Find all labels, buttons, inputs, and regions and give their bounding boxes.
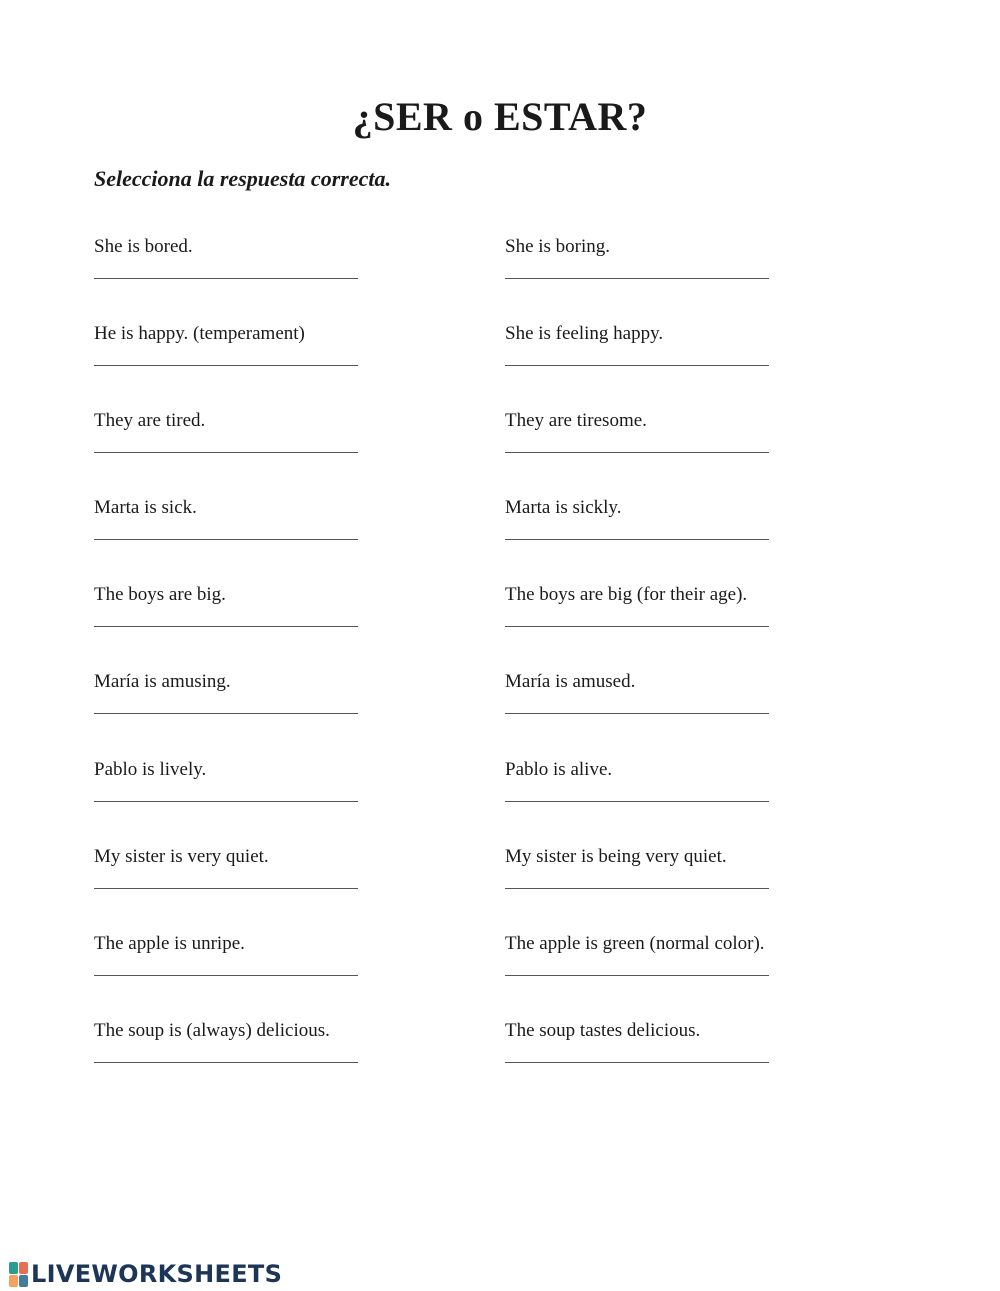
exercise-prompt: She is boring. — [505, 236, 611, 257]
exercise-item — [94, 931, 505, 1018]
exercise-item — [94, 408, 505, 495]
answer-input[interactable] — [94, 713, 358, 714]
exercise-item — [94, 669, 505, 756]
exercise-item — [505, 844, 916, 931]
answer-input[interactable] — [505, 278, 769, 279]
exercise-prompt: My sister is very quiet. — [94, 845, 269, 867]
answer-input[interactable] — [505, 801, 769, 802]
brand-name: LIVEWORKSHEETS — [31, 1260, 283, 1288]
exercise-prompt: Pablo is lively. — [94, 758, 207, 780]
exercise-prompt: They are tired. — [94, 410, 206, 432]
answer-input[interactable] — [94, 626, 358, 627]
exercise-prompt: Pablo is alive. — [505, 758, 613, 780]
exercise-grid — [94, 234, 914, 1105]
exercise-item — [505, 757, 916, 844]
exercise-item — [505, 408, 916, 495]
exercise-prompt: Marta is sick. — [94, 497, 197, 519]
answer-input[interactable] — [505, 888, 769, 889]
exercise-item — [505, 669, 916, 756]
exercise-item — [505, 582, 916, 669]
exercise-item — [94, 757, 505, 844]
answer-input[interactable] — [505, 713, 769, 714]
exercise-item — [505, 495, 916, 582]
answer-input[interactable] — [94, 365, 358, 366]
answer-input[interactable] — [94, 801, 358, 802]
exercise-prompt: He is happy. (temperament) — [94, 323, 305, 345]
answer-input[interactable] — [505, 1062, 769, 1063]
answer-input[interactable] — [94, 278, 358, 279]
exercise-item — [94, 1018, 505, 1105]
answer-input[interactable] — [94, 1062, 358, 1063]
answer-input[interactable] — [505, 539, 769, 540]
answer-input[interactable] — [94, 539, 358, 540]
instruction-text: Selecciona la respuesta correcta. — [94, 166, 391, 191]
worksheet-title: ¿SER o ESTAR? — [352, 94, 648, 139]
exercise-prompt: The apple is unripe. — [94, 932, 245, 954]
answer-input[interactable] — [505, 626, 769, 627]
exercise-prompt: The boys are big. — [94, 584, 226, 606]
answer-input[interactable] — [94, 975, 358, 976]
exercise-prompt: The soup is (always) delicious. — [94, 1019, 330, 1041]
answer-input[interactable] — [505, 365, 769, 366]
exercise-item — [94, 582, 505, 669]
exercise-prompt: The soup tastes delicious. — [505, 1019, 701, 1041]
exercise-item — [505, 931, 916, 1018]
exercise-prompt: Marta is sickly. — [505, 497, 622, 519]
exercise-item — [94, 844, 505, 931]
exercise-prompt: María is amused. — [505, 671, 636, 693]
exercise-prompt: She is bored. — [94, 236, 193, 257]
exercise-prompt: The boys are big (for their age). — [505, 584, 748, 606]
answer-input[interactable] — [505, 452, 769, 453]
logo-mark-icon — [9, 1262, 28, 1287]
exercise-item — [505, 1018, 916, 1105]
exercise-item — [94, 321, 505, 408]
liveworksheets-logo — [9, 1260, 282, 1288]
exercise-prompt: The apple is green (normal color). — [505, 932, 765, 954]
exercise-item — [505, 321, 916, 408]
exercise-item — [94, 234, 505, 321]
exercise-item — [505, 234, 916, 321]
exercise-item — [94, 495, 505, 582]
exercise-prompt: María is amusing. — [94, 671, 231, 693]
answer-input[interactable] — [505, 975, 769, 976]
exercise-prompt: My sister is being very quiet. — [505, 845, 727, 867]
exercise-prompt: They are tiresome. — [505, 410, 647, 432]
exercise-prompt: She is feeling happy. — [505, 323, 664, 345]
answer-input[interactable] — [94, 452, 358, 453]
answer-input[interactable] — [94, 888, 358, 889]
